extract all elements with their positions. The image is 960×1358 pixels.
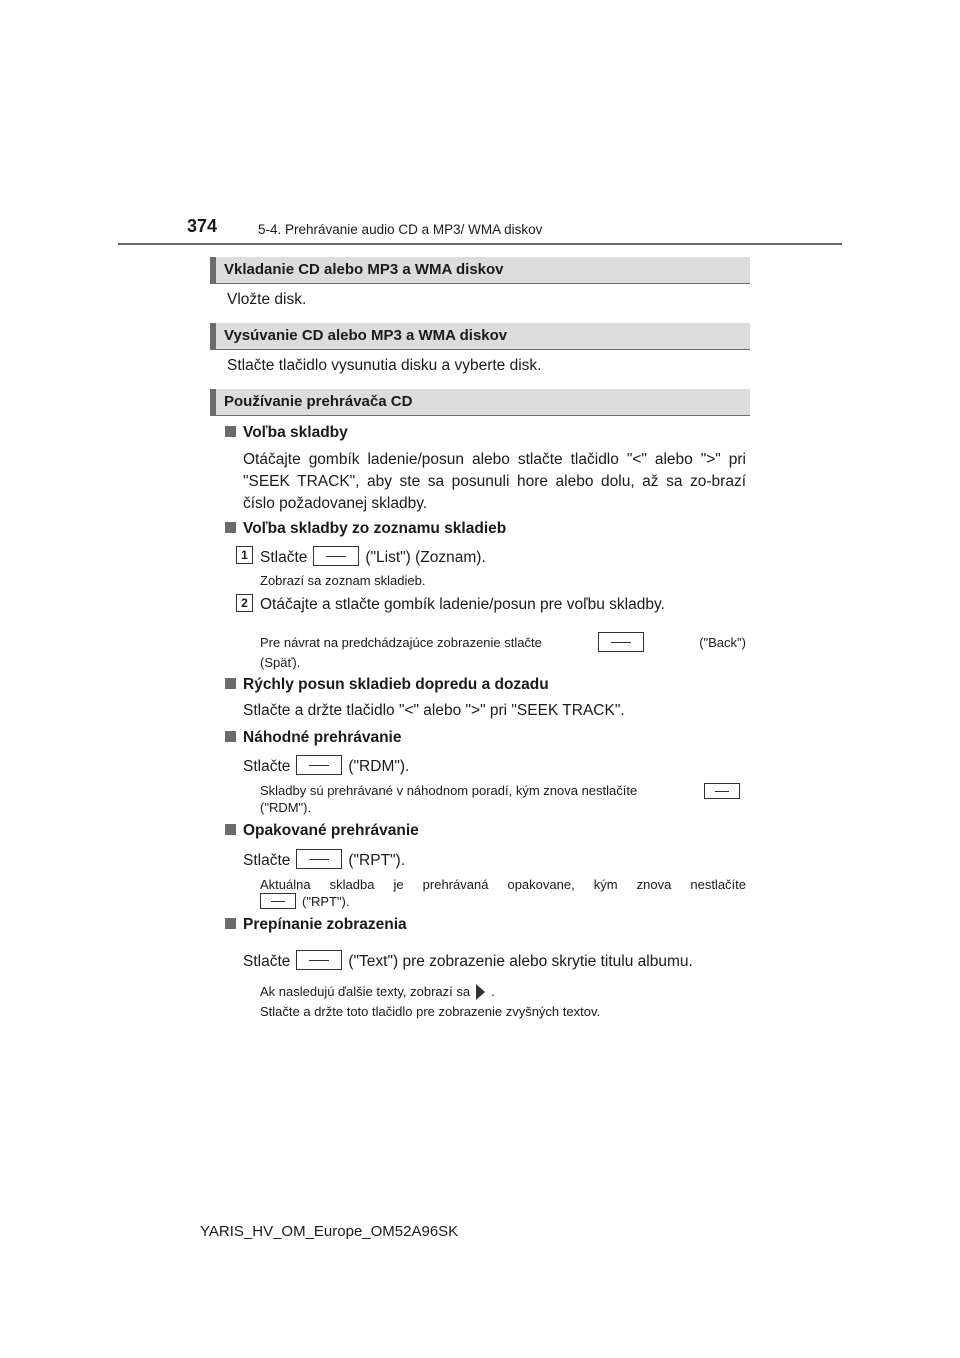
square-bullet-icon <box>225 918 236 929</box>
back-button-icon <box>598 632 644 652</box>
rpt-button-icon <box>296 849 342 869</box>
footer-code: YARIS_HV_OM_Europe_OM52A96SK <box>200 1223 459 1240</box>
step-2-text: Otáčajte a stlačte gombík ladenie/posun pre voľbu skladby. <box>260 596 665 613</box>
heading-track-select: Voľba skladby <box>225 424 348 442</box>
step-number-2: 2 <box>236 594 253 612</box>
section-title: Používanie prehrávača CD <box>224 393 413 410</box>
rdm-button-icon <box>296 755 342 775</box>
chapter-title: 5-4. Prehrávanie audio CD a MP3/ WMA diskov <box>258 222 543 237</box>
step-1-text: Stlačte ("List") (Zoznam). <box>260 546 486 567</box>
rdm-button-icon <box>704 783 740 799</box>
square-bullet-icon <box>225 824 236 835</box>
section-title: Vkladanie CD alebo MP3 a WMA diskov <box>224 261 504 278</box>
display-note-2: Stlačte a držte toto tlačidlo pre zobrazenie zvyšných textov. <box>260 1004 601 1019</box>
display-text: Stlačte ("Text") pre zobrazenie alebo skrytie titulu albumu. <box>243 950 693 971</box>
text-button-icon <box>296 950 342 970</box>
track-select-text: Otáčajte gombík ladenie/posun alebo stlačte tlačidlo "<" alebo ">" pri "SEEK TRACK", aby ste sa posunuli hore alebo dolu, až sa zo-brazí číslo požadovanej skladby. <box>243 451 746 512</box>
eject-text: Stlačte tlačidlo vysunutia disku a vyberte disk. <box>227 357 542 374</box>
rpt-button-icon <box>260 893 296 909</box>
square-bullet-icon <box>225 731 236 742</box>
heading-fast-seek: Rýchly posun skladieb dopredu a dozadu <box>225 676 549 694</box>
heading-list-select: Voľba skladby zo zoznamu skladieb <box>225 520 506 538</box>
random-text: Stlačte ("RDM"). <box>243 755 409 776</box>
repeat-note: Aktuálna skladba je prehrávaná opakovane, kým znova nestlačíte ("RPT"). <box>260 877 746 909</box>
section-title: Vysúvanie CD alebo MP3 a WMA diskov <box>224 327 508 344</box>
step-2-note: Pre návrat na predchádzajúce zobrazenie stlačte ("Back") (Späť). <box>260 632 746 671</box>
section-header-player <box>210 389 750 416</box>
step-number-1: 1 <box>236 546 253 564</box>
heading-display: Prepínanie zobrazenia <box>225 916 407 934</box>
triangle-right-icon <box>476 984 485 1000</box>
square-bullet-icon <box>225 426 236 437</box>
heading-repeat: Opakované prehrávanie <box>225 822 419 840</box>
display-note-1: Ak nasledujú ďalšie texty, zobrazí sa . <box>260 984 495 999</box>
header-divider <box>118 243 842 245</box>
fast-seek-text: Stlačte a držte tlačidlo "<" alebo ">" pri "SEEK TRACK". <box>243 702 625 719</box>
square-bullet-icon <box>225 678 236 689</box>
step-1-note: Zobrazí sa zoznam skladieb. <box>260 573 426 588</box>
random-note: Skladby sú prehrávané v náhodnom poradí, kým znova nestlačíte ("RDM"). <box>260 782 746 816</box>
repeat-text: Stlačte ("RPT"). <box>243 849 405 870</box>
square-bullet-icon <box>225 522 236 533</box>
heading-random: Náhodné prehrávanie <box>225 729 402 747</box>
insert-text: Vložte disk. <box>227 291 307 308</box>
section-header-eject <box>210 323 750 350</box>
page-number: 374 <box>187 216 218 236</box>
list-button-icon <box>313 546 359 566</box>
section-header-insert <box>210 257 750 284</box>
